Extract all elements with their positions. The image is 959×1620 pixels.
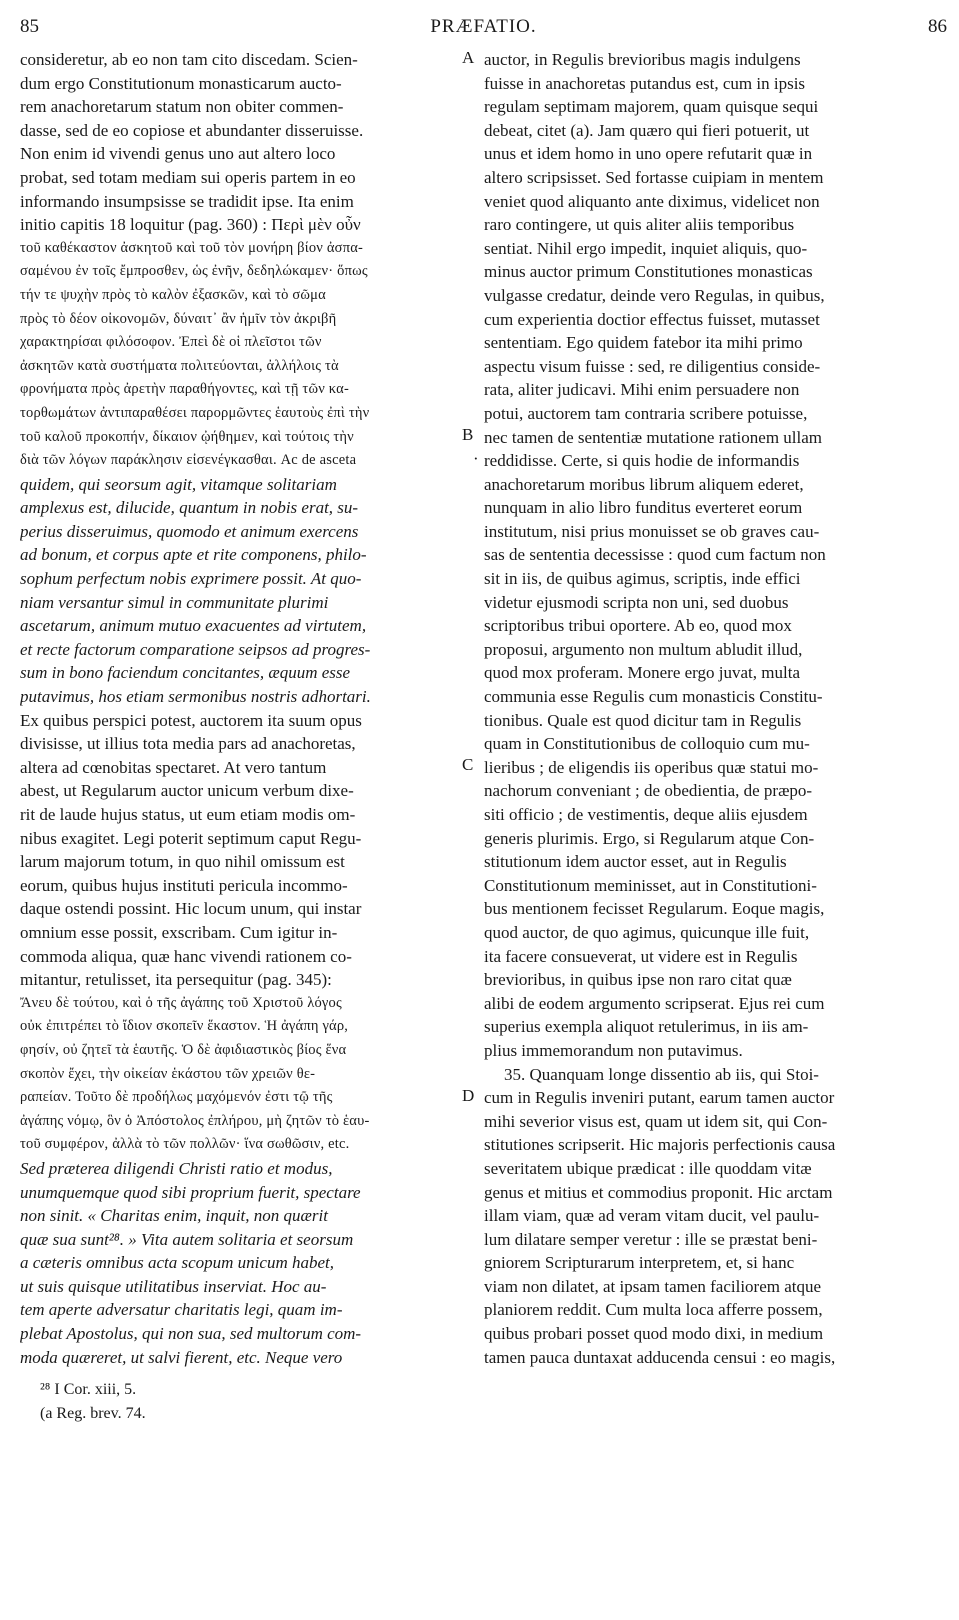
text-line: genus et mitius et commodius proponit. Hic arctam xyxy=(484,1182,833,1202)
text-line: gniorem Scripturarum interpretem, et, si hanc xyxy=(484,1253,795,1273)
text-line: amplexus est, dilucide, quantum in nobis erat, su- xyxy=(20,498,359,518)
text-line: rata, aliter judicavi. Mihi enim persuadere non xyxy=(484,380,800,400)
text-line: Ἄνευ δὲ τούτου, καὶ ὁ τῆς ἀγάπης τοῦ Χριστοῦ λόγος xyxy=(20,994,342,1011)
text-line: rit de laude hujus status, ut eum etiam modis om- xyxy=(20,805,356,824)
text-line: quibus probari posset quod modo dixi, in medium xyxy=(484,1324,824,1344)
text-line: quod auctor, de quo agimus, quicunque ille fuit, xyxy=(484,922,810,942)
text-line: φησίν, οὐ ζητεῖ τὰ ἑαυτῆς. Ὁ δὲ ἀφιδιαστικὸς βίος ἕνα xyxy=(20,1041,347,1058)
text-line: viam non dilatet, at ipsam tamen faciliorem atque xyxy=(484,1276,822,1296)
text-line: quæ sua sunt²⁸. » Vita autem solitaria et seorsum xyxy=(20,1229,354,1249)
text-line: aspectu visum fuisse : sed, re diligentius conside- xyxy=(484,356,821,376)
margin-marker-b: B xyxy=(462,425,474,444)
page-header xyxy=(20,16,947,46)
text-line: σκοπὸν ἔχει, τὴν οἰκείαν ἑκάστου τῶν χρειῶν θε- xyxy=(20,1065,316,1082)
text-line: a cæteris omnibus acta scopum unicum habet, xyxy=(20,1253,334,1273)
page-number-right: 86 xyxy=(928,16,947,37)
text-line: perius disseruimus, quomodo et animum exercens xyxy=(20,521,359,541)
text-line: ἀγάπης νόμῳ, ὃν ὁ Ἀπόστολος ἐπλήρου, μὴ ζητῶν τὸ ἑαυ- xyxy=(20,1112,370,1129)
text-line: regulam septimam majorem, quam quisque sequi xyxy=(484,97,819,117)
text-line: Sed præterea diligendi Christi ratio et modus, xyxy=(20,1158,333,1178)
text-line: plius immemorandum non putavimus. xyxy=(484,1040,743,1060)
text-line: superius exempla aliquot retulerimus, in iis am- xyxy=(484,1017,809,1037)
text-line: τοῦ καλοῦ προκοπήν, δίκαιον ᾠήθημεν, καὶ τούτοις τὴν xyxy=(20,428,354,445)
footnote-a: (a Reg. brev. 74. xyxy=(40,1405,146,1422)
text-line: initio capitis 18 loquitur (pag. 360) : Περὶ μὲν οὖν xyxy=(20,215,361,235)
text-line: minus auctor primum Constitutiones monasticas xyxy=(484,262,813,282)
running-title: PRÆFATIO. xyxy=(430,16,537,37)
text-line: sit in iis, de quibus agimus, scriptis, inde effici xyxy=(484,569,801,589)
text-line: severitatem ubique prædicat : ille quoddam vitæ xyxy=(484,1158,812,1178)
margin-marker-c: C xyxy=(462,755,474,774)
text-line: τοῦ καθέκαστον ἀσκητοῦ καὶ τοῦ τὸν μονήρη βίον ἀσπα- xyxy=(20,239,364,256)
page-number-left: 85 xyxy=(20,16,39,37)
text-line: non sinit. « Charitas enim, inquit, non quærit xyxy=(20,1206,328,1226)
text-line: σαμένου ἐν τοῖς ἔμπροσθεν, ὡς ἐνῆν, δεδηλώκαμεν· ὅπως xyxy=(20,263,368,280)
text-line: dum ergo Constitutionum monasticarum aucto- xyxy=(20,73,342,93)
text-line: tamen pauca duntaxat adducenda censui : eo magis, xyxy=(484,1347,836,1367)
text-line: χαρακτηρίσαι φιλόσοφον. Ἐπεὶ δὲ οἱ πλεῖστοι τῶν xyxy=(20,334,322,351)
text-line: stitutionum idem auctor esset, aut in Regulis xyxy=(484,852,787,872)
text-line: alibi de eodem argumento scripserat. Ejus rei cum xyxy=(484,993,825,1013)
text-line: ραπείαν. Τοῦτο δὲ προδήλως μαχόμενόν ἐστι τῷ τῆς xyxy=(20,1089,333,1106)
text-line: informando insumpsisse se tradidit ipse. Ita enim xyxy=(20,191,354,211)
text-line: πρὸς τὸ δέον οἰκονομῶν, δύναιτ᾽ ἂν ἡμῖν τὸν ἀκριβῆ xyxy=(20,310,337,327)
text-line: Constitutionum meminisset, aut in Constitutioni- xyxy=(484,875,817,895)
text-line: fuisse in anachoretas putandus est, cum in ipsis xyxy=(484,73,806,93)
text-line: altero scripsisset. Sed fortasse cuipiam in mentem xyxy=(484,167,824,187)
text-line: sententiam. Ego quidem fatebor ita mihi primo xyxy=(484,333,803,353)
text-line: nachorum conveniant ; de obedientia, de præpo- xyxy=(484,781,813,801)
text-line: communia esse Regulis cum monasticis Constitu- xyxy=(484,687,823,707)
text-line: lum dilatare semper veretur : ille se præstat beni- xyxy=(484,1229,818,1249)
text-line: eorum, quibus hujus instituti pericula incommo- xyxy=(20,875,348,895)
text-line: proposui, argumento non multum abludit illud, xyxy=(484,639,803,659)
text-line: sentiat. Nihil ergo impedit, inquiet aliquis, quo- xyxy=(484,238,808,258)
text-line: tem aperte adversatur charitatis legi, quam im- xyxy=(20,1300,343,1320)
text-line: niam versantur simul in communitate plurimi xyxy=(20,592,329,612)
footnotes xyxy=(40,1378,146,1426)
text-line: dasse, sed de eo copiose et abundanter disseruisse. xyxy=(20,120,364,140)
text-line: mihi severior visus est, quam ut idem sit, qui Con- xyxy=(484,1111,828,1131)
text-line: consideretur, ab eo non tam cito discedam. Scien- xyxy=(20,50,358,69)
text-line: divisisse, ut illius tota media pars ad anachoretas, xyxy=(20,734,356,754)
text-line: φρονήματα πρὸς ἀρετὴν παραθήγοντες, καὶ τῇ τῶν κα- xyxy=(20,381,349,398)
text-line: abest, ut Regularum auctor unicum verbum dixe- xyxy=(20,781,354,801)
text-line: ad bonum, et corpus apte et rite componens, philo- xyxy=(20,545,367,565)
right-column xyxy=(484,48,930,1369)
text-line: τοῦ συμφέρον, ἀλλὰ τὸ τῶν πολλῶν· ἵνα σωθῶσιν, etc. xyxy=(20,1136,350,1153)
text-line: veniet quod aliquanto ante diximus, videlicet non xyxy=(484,191,820,211)
text-line: sas de sententia decessisse : quod cum factum non xyxy=(484,545,826,565)
text-line: rem anachoretarum statum non obiter commen- xyxy=(20,97,344,117)
text-line: institutum, nisi prius monuisset se ob graves cau- xyxy=(484,521,820,541)
text-line: cum in Regulis inveniri putant, earum tamen auctor xyxy=(484,1088,835,1108)
text-line: planiorem reddit. Cum multa loca afferre possem, xyxy=(484,1300,823,1320)
text-line: plebat Apostolus, qui non sua, sed multorum com- xyxy=(20,1324,362,1344)
text-line: quod mox proferam. Monere ergo juvat, multa xyxy=(484,663,800,683)
text-line: unus et idem homo in uno opere refutarit quæ in xyxy=(484,144,813,164)
text-line: διὰ τῶν λόγων παράκλησιν εἰσενέγκασθαι. Ac de asceta xyxy=(20,452,357,469)
left-column xyxy=(20,48,460,1369)
footnote-28: ²⁸ I Cor. xiii, 5. xyxy=(40,1381,137,1398)
text-line: unumquemque quod sibi proprium fuerit, spectare xyxy=(20,1182,361,1202)
text-line: cum experientia doctior effectus fuisset, mutasset xyxy=(484,309,820,329)
text-line: τήν τε ψυχὴν πρὸς τὸ καλὸν ἐξασκῶν, καὶ τὸ σῶμα xyxy=(20,286,326,303)
text-line: sum in bono faciendum concitantes, æquum esse xyxy=(20,663,351,683)
text-line: ascetarum, animum mutuo exacuentes ad virtutem, xyxy=(20,616,367,636)
text-line: raro contingere, ut quis aliter aliis temporibus xyxy=(484,215,795,235)
text-line: et recte factorum comparatione seipsos ad progres- xyxy=(20,639,371,659)
text-line: potui, auctorem tam contraria scribere potuisse, xyxy=(484,403,808,423)
margin-marker-d: D xyxy=(462,1086,475,1105)
text-line: debeat, citet (a). Jam quæro qui fieri potuerit, ut xyxy=(484,120,810,140)
text-line: videtur ejusmodi scripta non uni, sed duobus xyxy=(484,592,789,612)
text-line: larum majorum totum, in quo nihil omissum est xyxy=(20,852,345,872)
text-line: ἀσκητῶν κατὰ συστήματα πολιτεύονται, ἀλλήλοις τὰ xyxy=(20,357,339,374)
text-line: daque ostendi possint. Hic locum unum, qui instar xyxy=(20,899,362,919)
text-line: οὐκ ἐπιτρέπει τὸ ἴδιον σκοπεῖν ἕκαστον. Ἡ ἀγάπη γάρ, xyxy=(20,1018,349,1035)
text-line: lieribus ; de eligendis iis operibus quæ statui mo- xyxy=(484,757,819,777)
text-line: Ex quibus perspici potest, auctorem ita suum opus xyxy=(20,710,362,730)
text-line: omnium esse possit, exscribam. Cum igitur in- xyxy=(20,922,338,942)
text-line: putavimus, hos etiam sermonibus nostris adhortari. xyxy=(20,687,371,707)
text-line: τορθωμάτων ἀντιπαραθέσει παρορμῶντες ἑαυτοὺς ἐπὶ τὴν xyxy=(20,404,370,421)
text-line: illam viam, quæ ad veram vitam ducit, vel paulu- xyxy=(484,1206,820,1226)
text-line: altera ad cœnobitas spectaret. At vero tantum xyxy=(20,757,327,777)
text-line: quam in Constitutionibus de colloquio cum mu- xyxy=(484,734,810,754)
text-line: tionibus. Quale est quod dicitur tam in Regulis xyxy=(484,710,802,730)
text-line: auctor, in Regulis brevioribus magis indulgens xyxy=(484,50,801,69)
text-line: ita facere consueverat, ut videre est in Regulis xyxy=(484,946,798,966)
text-line: brevioribus, in quibus ipse non raro citat quæ xyxy=(484,970,792,990)
text-line: Non enim id vivendi genus uno aut altero loco xyxy=(20,144,336,164)
text-line: anachoretarum moribus librum aliquem ederet, xyxy=(484,474,804,494)
text-line: nibus exagitet. Legi poterit septimum caput Regu- xyxy=(20,828,362,848)
margin-dot: · xyxy=(473,449,479,468)
text-line: nec tamen de sententiæ mutatione rationem ullam xyxy=(484,427,823,447)
text-line: vulgasse credatur, deinde vero Regulas, in quibus, xyxy=(484,285,825,305)
text-line: sophum perfectum nobis exprimere possit. At quo- xyxy=(20,569,362,589)
text-line: probat, sed totam mediam sui operis partem in eo xyxy=(20,167,356,187)
text-line: moda quæreret, ut salvi fierent, etc. Neque vero xyxy=(20,1347,343,1367)
text-line: bus mentionem fecisset Regularum. Eoque magis, xyxy=(484,899,825,919)
text-line: reddidisse. Certe, si quis hodie de informandis xyxy=(484,451,800,471)
text-line: 35. Quanquam longe dissentio ab iis, qui Stoi- xyxy=(504,1064,819,1084)
text-line: quidem, qui seorsum agit, vitamque solitariam xyxy=(20,474,337,494)
margin-marker-a: A xyxy=(462,48,475,67)
text-line: generis plurimis. Ergo, si Regularum atque Con- xyxy=(484,828,815,848)
text-line: commoda aliqua, quæ hanc vivendi rationem co- xyxy=(20,946,352,966)
text-line: siti officio ; de vestimentis, deque aliis ejusdem xyxy=(484,805,808,824)
text-line: mitantur, retulisset, ita persequitur (pag. 345): xyxy=(20,970,332,990)
text-line: nunquam in alio libro funditus everteret eorum xyxy=(484,498,803,518)
text-line: scriptoribus tribui oportere. Ab eo, quod mox xyxy=(484,616,792,636)
text-line: ut suis quisque utilitatibus inserviat. Hoc au- xyxy=(20,1276,327,1296)
text-line: stitutiones scripserit. Hic majoris perfectionis causa xyxy=(484,1135,836,1155)
